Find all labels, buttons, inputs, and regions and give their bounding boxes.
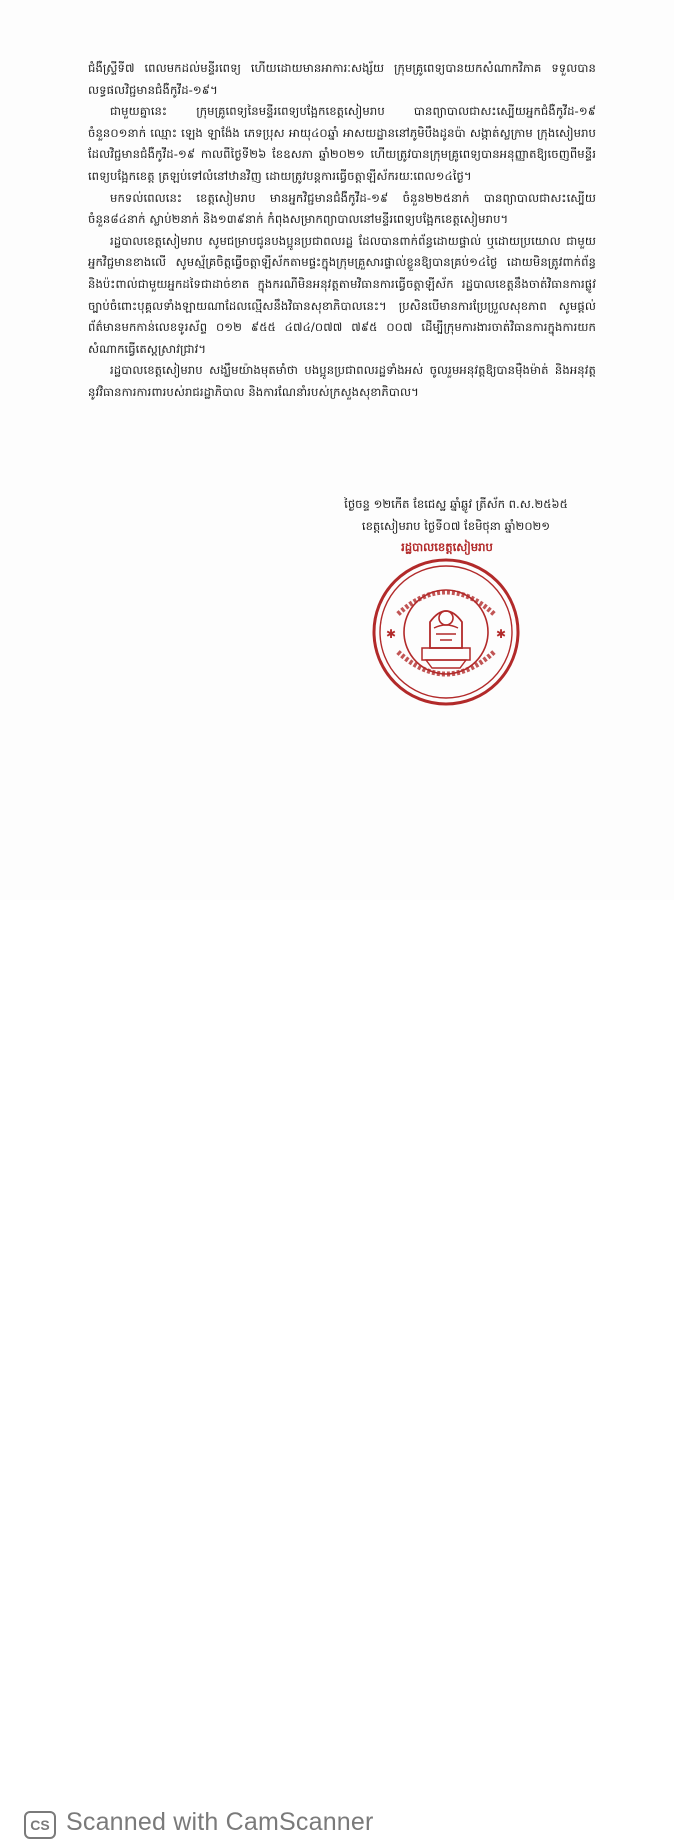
paragraph-5: រដ្ឋបាលខេត្តសៀមរាប សង្ឃឹមយ៉ាងមុតមាំថា បងប្អូនប្រជាពលរដ្ឋទាំងអស់ ចូលរួមអនុវត្តឱ្យបានម៉ឺងម៉ាត់ និងអនុវត្តនូវវិធានការការពារបស់រាជរដ្ឋាភិបាល និងការណែនាំរបស់ក្រសួងសុខាភិបាល។ xyxy=(88,363,596,399)
solar-date: ខេត្តសៀមរាប ថ្ងៃទី០៧ ខែមិថុនា ឆ្នាំ២០២១ xyxy=(361,518,551,533)
camscanner-logo-icon: CS xyxy=(24,1811,56,1839)
document-body xyxy=(88,58,596,404)
official-seal-icon xyxy=(370,556,522,708)
paragraph-3: មកទល់ពេលនេះ ខេត្តសៀមរាប មានអ្នកវិជ្ជមានជំងឺកូវីដ-១៩ ចំនួន២២៥នាក់ បានព្យាបាលជាសះស្បើយចំនួន៨៤នាក់ ស្លាប់២នាក់ និង១៣៩នាក់ កំពុងសម្រាកព្យាបាលនៅមន្ទីរពេទ្យបង្អែកខេត្តសៀមរាប។ xyxy=(88,190,596,227)
paragraph-4: រដ្ឋបាលខេត្តសៀមរាប សូមជម្រាបជូនបងប្អូនប្រជាពលរដ្ឋ ដែលបានពាក់ព័ន្ធដោយផ្ទាល់ ឬដោយប្រយោល ជាមួយអ្នកវិជ្ជមានខាងលើ សូមស្ម័គ្រចិត្តធ្វើចត្តាឡីស័កតាមផ្ទះក្នុងក្រុមគ្រួសារផ្ទាល់ខ្លួនឱ្យបានគ្រប់១៤ថ្ងៃ ដោយមិនត្រូវពាក់ព័ន្ធ និងប៉ះពាល់ជាមួយអ្នកដទៃជាដាច់ខាត ក្នុងករណីមិនអនុវត្តតាមវិធានការធ្វើចត្តាឡីស័ក រដ្ឋបាលខេត្តនឹងចាត់វិធានការផ្លូវច្បាប់ចំពោះបុគ្គលទាំងឡាយណាដែលល្មើសនឹងវិធានសុខាភិបាលនេះ។ ប្រសិនបើមានការប្រែប្រួលសុខភាព សូមផ្តល់ព័ត៌មានមកកាន់លេខទូរស័ព្ទ ០១២ ៩៥៥ ៤៧៤/០៧៧ ៧៩៥ ០០៧ ដើម្បីក្រុមការងារចាត់វិធានការក្នុងការយកសំណាកធ្វើតេស្តស្រាវជ្រាវ។ xyxy=(88,233,596,356)
scanned-page xyxy=(0,0,674,900)
scan-footer xyxy=(0,900,674,1836)
scanned-with-label: Scanned with CamScanner xyxy=(66,1808,374,1836)
lunar-date: ថ្ងៃចន្ទ ១២កើត ខែជេស្ឋ ឆ្នាំឆ្លូវ ត្រីស័ក ព.ស.២៥៦៥ xyxy=(344,497,568,511)
svg-text:✱: ✱ xyxy=(386,627,397,641)
signatory-title: រដ្ឋបាលខេត្តសៀមរាប xyxy=(401,540,493,554)
paragraph-1: ជំងឺស្រ្ទីទី៧ ពេលមកដល់មន្ទីរពេទ្យ ហើយដោយមានអាការៈសង្ស័យ ក្រុមគ្រូពេទ្យបានយកសំណាកវិភាគ ទទួលបានលទ្ធផលវិជ្ជមានជំងឺកូវីដ-១៩។ xyxy=(88,61,596,97)
svg-text:✱: ✱ xyxy=(496,627,507,641)
date-block xyxy=(306,494,606,537)
paragraph-2: ជាមួយគ្នានេះ ក្រុមគ្រូពេទ្យនៃមន្ទីរពេទ្យបង្អែកខេត្តសៀមរាប បានព្យាបាលជាសះស្បើយអ្នកជំងឺកូវីដ-១៩ ចំនួន០១នាក់ ឈ្មោះ ឡេង ឡាង៉ែង ភេទប្រុស អាយុ៤០ឆ្នាំ អាសយដ្ឋាននៅភូមិបឹងដូនប៉ា សង្កាត់ស្លក្រាម ក្រុងសៀមរាប ដែលវិជ្ជមានជំងឺកូវីដ-១៩ កាលពីថ្ងៃទី២៦ ខែឧសភា ឆ្នាំ២០២១ ហើយត្រូវបានក្រុមគ្រូពេទ្យបានអនុញ្ញាតឱ្យចេញពីមន្ទីរពេទ្យបង្អែកខេត្ត ត្រឡប់ទៅលំនៅឋានវិញ ដោយត្រូវបន្តការធ្វើចត្តាឡីស័ករយៈពេល១៤ថ្ងៃ។ xyxy=(88,104,596,183)
